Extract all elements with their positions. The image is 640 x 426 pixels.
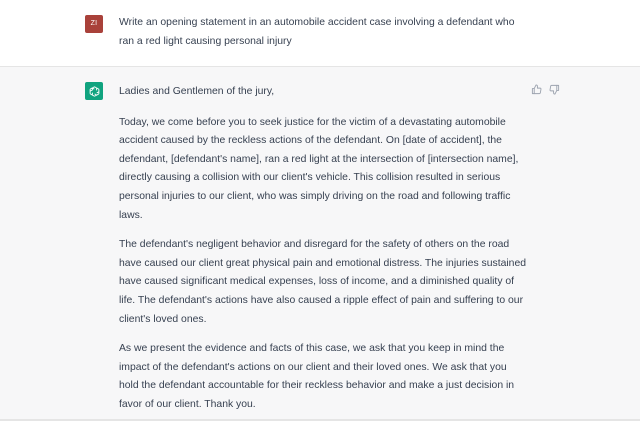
- assistant-paragraph: The defendant's negligent behavior and disregard for the safety of others on the road have caused our client great physical pain and emotional distress. The injuries sustained have caused significant medical expenses, loss of income, and a diminished quality of life. The defendant's actions have also caused a ripple effect of pain and suffering to our client's loved ones.: [119, 239, 527, 325]
- user-avatar: ZI: [85, 15, 103, 33]
- assistant-paragraph: Ladies and Gentlemen of the jury,: [119, 86, 275, 97]
- feedback-controls: [530, 83, 560, 95]
- assistant-paragraph: As we present the evidence and facts of this case, we ask that you keep in mind the impact of the defendant's actions on our client and their loved ones. We ask that you hold the defendant accountable for their reckless behavior and make a just decision in favor of our client. Thank you.: [119, 343, 515, 410]
- thumbs-up-icon[interactable]: [530, 83, 542, 95]
- user-message-row: [0, 0, 640, 67]
- assistant-message-row: [0, 67, 640, 421]
- assistant-paragraph: Today, we come before you to seek justice for the victim of a devastating automobile accident caused by the reckless actions of the defendant. On [date of accident], the defendant, [defendant's name], ran a red light at the intersection of [intersection name], directly causing a collision with our client's vehicle. This collision resulted in serious personal injuries to our client, who was simply driving on the road and following traffic laws.: [119, 116, 519, 221]
- thumbs-down-icon[interactable]: [548, 83, 560, 95]
- assistant-message-text: [119, 83, 529, 426]
- user-message-text: Write an opening statement in an automobile accident case involving a defendant who ran a red light causing personal injury: [119, 17, 515, 47]
- openai-logo-icon: [85, 82, 103, 100]
